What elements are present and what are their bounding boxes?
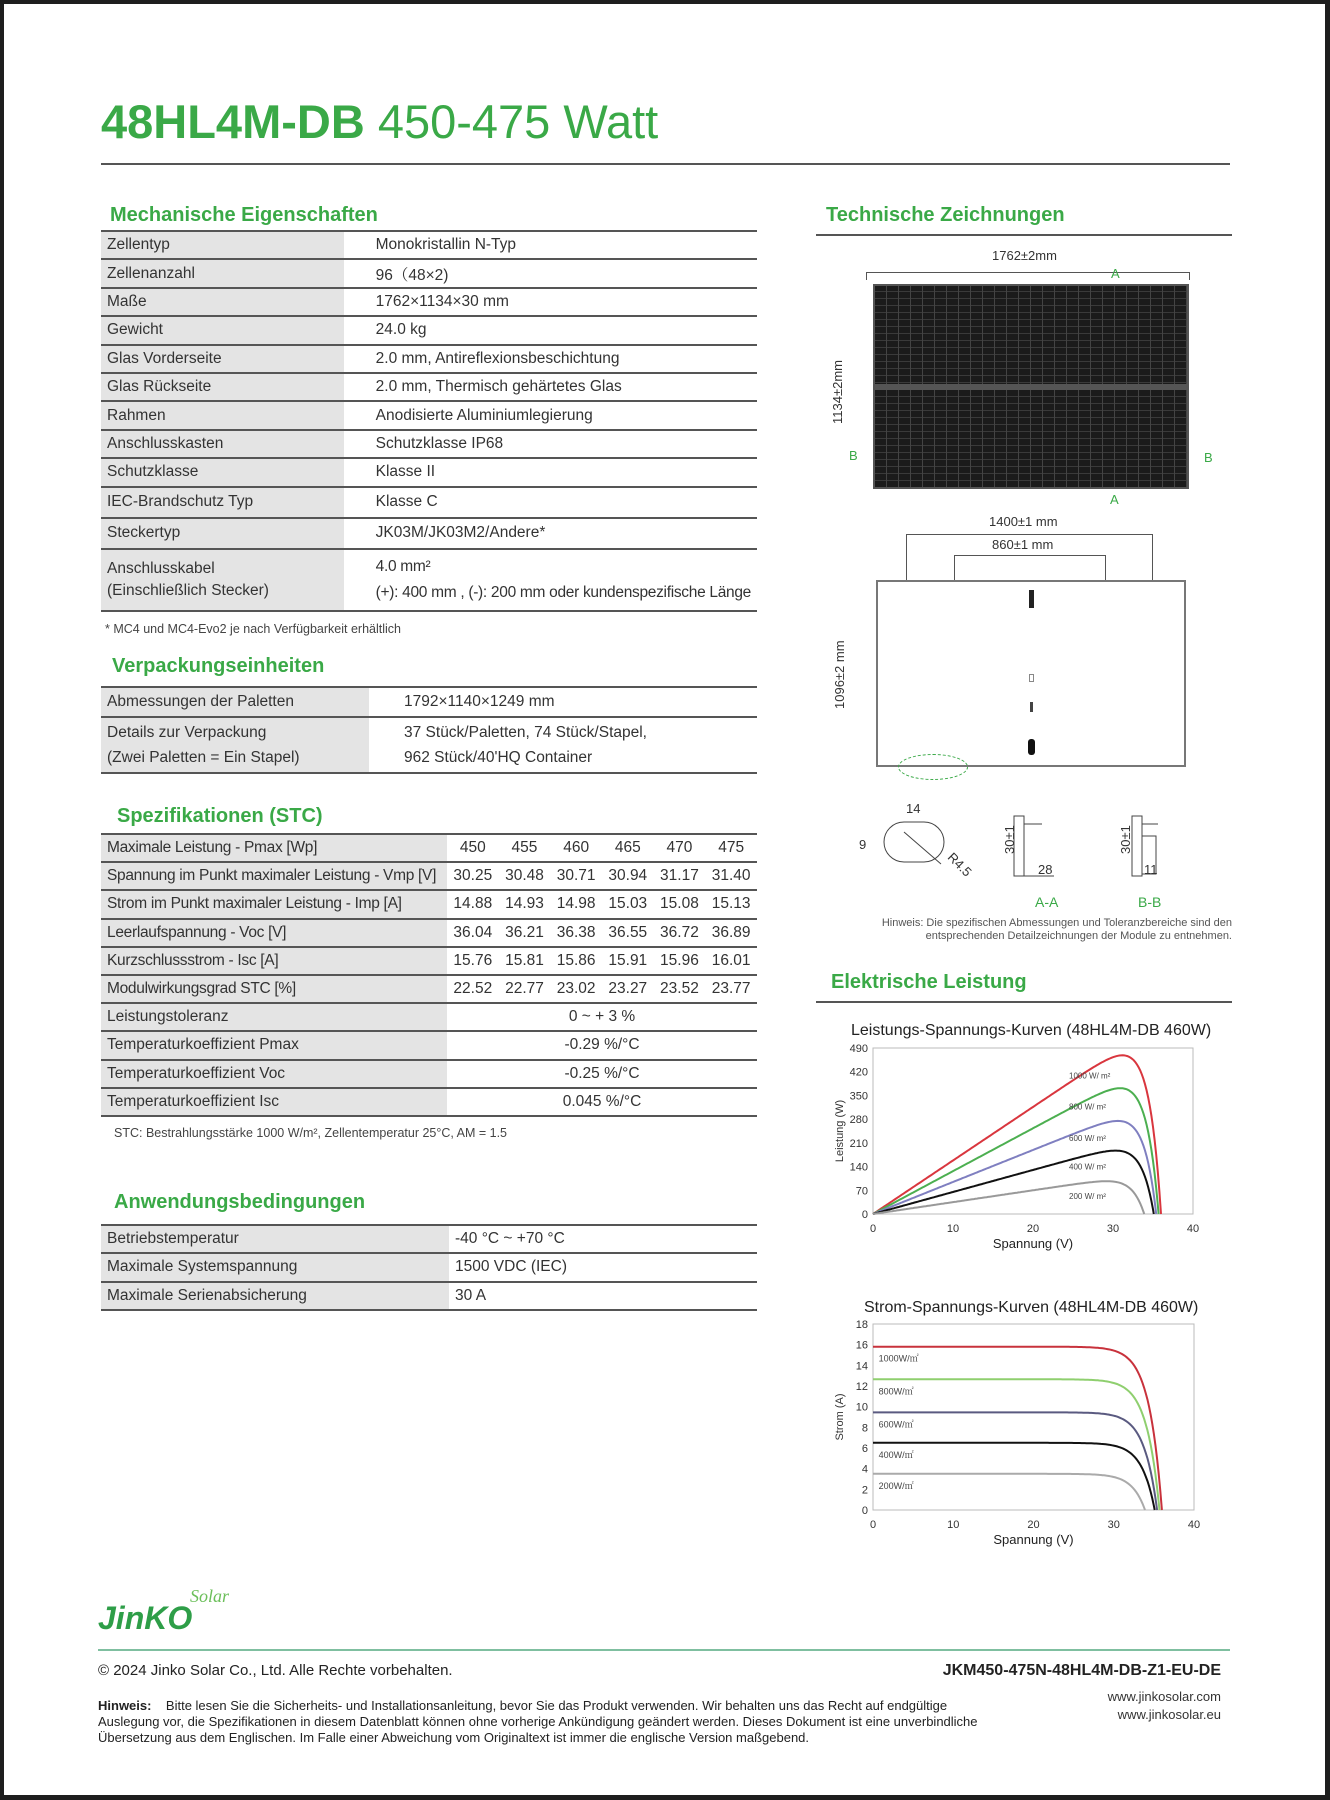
pallet-dims-label: Abmessungen der Paletten: [101, 687, 369, 717]
condition-value: 1500 VDC (IEC): [449, 1253, 757, 1281]
pv-chart: [814, 1039, 1214, 1264]
row-value: Monokristallin N-Typ: [344, 231, 757, 259]
packaging-heading: Verpackungseinheiten: [112, 655, 325, 677]
series-label: 800 W/ m²: [1069, 1102, 1106, 1112]
spec-label: Temperaturkoeffizient Isc: [101, 1088, 447, 1116]
website-eu-link[interactable]: www.jinkosolar.eu: [1117, 1707, 1221, 1722]
spec-value: 15.08: [654, 890, 706, 918]
condition-label: Betriebstemperatur: [101, 1225, 449, 1253]
iv-chart: [814, 1316, 1214, 1556]
footer-divider: [98, 1649, 1230, 1651]
y-tick-label: 14: [855, 1360, 868, 1373]
row-value: Anodisierte Aluminiumlegierung: [344, 401, 757, 429]
row-label: Maße: [101, 288, 344, 316]
row-value: 2.0 mm, Antireflexionsbeschichtung: [344, 345, 757, 373]
series-line: [873, 1379, 1160, 1510]
spec-value: 36.38: [550, 919, 602, 947]
electrical-heading: Elektrische Leistung: [831, 971, 1027, 993]
copyright: © 2024 Jinko Solar Co., Ltd. Alle Rechte vorbehalten.: [98, 1662, 453, 1679]
y-tick-label: 140: [849, 1161, 868, 1174]
logo-sub-text: Solar: [190, 1586, 230, 1606]
spec-value: 23.52: [654, 975, 706, 1003]
drawings-divider: [816, 234, 1232, 236]
y-tick-label: 420: [849, 1066, 868, 1079]
row-value: JK03M/JK03M2/Andere*: [344, 518, 757, 549]
row-label: IEC-Brandschutz Typ: [101, 487, 344, 518]
table-row: [101, 458, 757, 486]
panel-height-dim: 1134±2mm: [830, 360, 845, 424]
spec-value: 36.04: [447, 919, 499, 947]
y-tick-label: 0: [861, 1209, 868, 1221]
table-row: [101, 890, 757, 918]
spec-label: Maximale Leistung - Pmax [Wp]: [101, 834, 447, 862]
back-dim-1400: 1400±1 mm: [989, 514, 1058, 529]
spec-value: 475: [705, 834, 757, 862]
spec-value: 460: [550, 834, 602, 862]
series-label: 600 W/ m²: [1069, 1133, 1106, 1143]
series-line: [873, 1474, 1145, 1510]
bb-height-dim: 30±1: [1118, 825, 1133, 854]
table-row: [101, 975, 757, 1003]
y-tick-label: 210: [849, 1137, 868, 1150]
row-value: Schutzklasse IP68: [344, 430, 757, 458]
spec-value: 15.96: [654, 947, 706, 975]
series-label: 800W/㎡: [878, 1386, 914, 1397]
series-label: 400 W/ m²: [1069, 1162, 1106, 1172]
row-value: 1762×1134×30 mm: [344, 288, 757, 316]
hint-text: Bitte lesen Sie die Sicherheits- und Installationsanleitung, bevor Sie das Produkt verwenden. Wir behalten uns das Recht auf endgültige Auslegung vor, die Spezifikationen in diesem Datenblatt können ohne vorherige Ankündigung geändert werden. Dieses Dokument ist eine unverbindliche Übersetzung aus dem Englischen. Im Falle einer Abweichung vom Originaltext ist immer die englische Version maßgebend.: [98, 1698, 978, 1745]
iv-chart-title: Strom-Spannungs-Kurven (48HL4M-DB 460W): [864, 1299, 1199, 1316]
table-row: [101, 1088, 757, 1116]
row-label: Zellentyp: [101, 231, 344, 259]
spec-value: 30.71: [550, 862, 602, 890]
x-tick-label: 0: [869, 1223, 877, 1235]
spec-label: Temperaturkoeffizient Voc: [101, 1060, 447, 1088]
spec-label: Modulwirkungsgrad STC [%]: [101, 975, 447, 1003]
cable-value-line1: 4.0 mm²: [375, 557, 431, 575]
series-label: 1000W/㎡: [878, 1353, 919, 1364]
spec-value: 22.52: [447, 975, 499, 1003]
table-row: [101, 316, 757, 344]
spec-value: 0 ~ + 3 %: [447, 1003, 757, 1031]
y-tick-label: 350: [849, 1090, 868, 1103]
packaging-table: [101, 686, 757, 774]
mechanical-footnote: * MC4 und MC4-Evo2 je nach Verfügbarkeit erhältlich: [105, 622, 401, 636]
x-tick-label: 40: [1187, 1519, 1201, 1531]
spec-value: 36.89: [705, 919, 757, 947]
title-divider: [101, 163, 1230, 165]
pv-chart-title: Leistungs-Spannungs-Kurven (48HL4M-DB 460W): [851, 1022, 1212, 1039]
stc-note: STC: Bestrahlungsstärke 1000 W/m², Zellentemperatur 25°C, AM = 1.5: [114, 1126, 508, 1140]
row-label: Steckertyp: [101, 518, 344, 549]
table-row: [101, 259, 757, 287]
profile-details: [844, 794, 1224, 904]
spec-value: 30.94: [602, 862, 654, 890]
table-row: [101, 1225, 757, 1253]
series-label: 600W/㎡: [878, 1419, 914, 1430]
panel-width-dim: 1762±2mm: [992, 248, 1057, 263]
table-row: [101, 919, 757, 947]
series-line: [873, 1412, 1157, 1510]
spec-value: 30.25: [447, 862, 499, 890]
spec-value: 22.77: [499, 975, 551, 1003]
spec-value: 30.48: [499, 862, 551, 890]
packaging-details-value2: 962 Stück/40'HQ Container: [404, 749, 593, 766]
table-row: [101, 373, 757, 401]
panel-back-drawing: [876, 580, 1186, 767]
table-row: [101, 288, 757, 316]
spec-label: Temperaturkoeffizient Pmax: [101, 1031, 447, 1059]
y-axis-label: Leistung (W): [834, 1099, 846, 1163]
spec-value: 23.27: [602, 975, 654, 1003]
packaging-details-value1: 37 Stück/Paletten, 74 Stück/Stapel,: [404, 724, 647, 741]
table-row: [101, 549, 757, 611]
row-label: Glas Rückseite: [101, 373, 344, 401]
y-tick-label: 10: [855, 1401, 868, 1414]
panel-front-drawing: [873, 284, 1189, 489]
row-label: Gewicht: [101, 316, 344, 344]
table-row: [101, 687, 757, 717]
x-tick-label: 20: [1027, 1519, 1040, 1531]
spec-value: 31.40: [705, 862, 757, 890]
spec-value: 15.76: [447, 947, 499, 975]
section-a-top: A: [1111, 266, 1120, 281]
condition-label: Maximale Serienabsicherung: [101, 1282, 449, 1310]
y-tick-label: 280: [849, 1114, 868, 1127]
x-axis-label: Spannung (V): [993, 1532, 1074, 1547]
jinko-logo: [98, 1586, 248, 1636]
spec-value: -0.29 %/°C: [447, 1031, 757, 1059]
row-label: Schutzklasse: [101, 458, 344, 486]
row-value: 2.0 mm, Thermisch gehärtetes Glas: [344, 373, 757, 401]
electrical-divider: [816, 1001, 1232, 1003]
hole-height-dim: 9: [859, 837, 867, 852]
back-dim-860: 860±1 mm: [992, 537, 1054, 552]
condition-value: -40 °C ~ +70 °C: [449, 1225, 757, 1253]
conditions-heading: Anwendungsbedingungen: [114, 1191, 366, 1213]
table-row: [101, 1003, 757, 1031]
section-b-left: B: [849, 448, 858, 463]
x-tick-label: 10: [947, 1519, 960, 1531]
spec-value: 470: [654, 834, 706, 862]
drawings-heading: Technische Zeichnungen: [826, 204, 1065, 226]
series-label: 200W/㎡: [878, 1480, 914, 1491]
spec-label: Kurzschlussstrom - Isc [A]: [101, 947, 447, 975]
aa-height-dim: 30±1: [1002, 825, 1017, 854]
hint-label: Hinweis:: [98, 1698, 152, 1713]
series-line: [873, 1347, 1162, 1510]
table-row: [101, 345, 757, 373]
condition-label: Maximale Systemspannung: [101, 1253, 449, 1281]
spec-label: Strom im Punkt maximaler Leistung - Imp [A]: [101, 890, 447, 918]
table-row: [101, 1031, 757, 1059]
hole-radius-dim: R4.5: [944, 849, 975, 880]
y-tick-label: 0: [861, 1505, 868, 1517]
table-row: [101, 231, 757, 259]
cable-label-line2: (Einschließlich Stecker): [107, 581, 269, 599]
section-aa-label: A-A: [1035, 894, 1059, 910]
x-tick-label: 30: [1107, 1519, 1120, 1531]
model-name: 48HL4M-DB: [101, 95, 365, 148]
pallet-dims-value: 1792×1140×1249 mm: [369, 687, 757, 717]
back-height-dim: 1096±2 mm: [832, 640, 847, 709]
conditions-table: [101, 1224, 757, 1311]
row-label: Anschlusskasten: [101, 430, 344, 458]
dim-line-860: [954, 555, 1106, 581]
cable-label-line1: Anschlusskabel: [107, 559, 215, 577]
table-row: [101, 862, 757, 890]
power-range: 450-475 Watt: [377, 95, 659, 148]
spec-value: -0.25 %/°C: [447, 1060, 757, 1088]
y-tick-label: 16: [855, 1339, 868, 1352]
series-label: 200 W/ m²: [1069, 1192, 1106, 1202]
footer-hint: [98, 1698, 998, 1746]
row-label: Zellenanzahl: [101, 259, 344, 287]
condition-value: 30 A: [449, 1282, 757, 1310]
spec-label: Spannung im Punkt maximaler Leistung - Vmp [V]: [101, 862, 447, 890]
spec-value: 450: [447, 834, 499, 862]
x-tick-label: 30: [1106, 1223, 1120, 1235]
row-value: 96（48×2): [344, 259, 757, 287]
y-tick-label: 18: [855, 1319, 868, 1331]
table-row: [101, 1253, 757, 1281]
table-row: [101, 430, 757, 458]
x-axis-label: Spannung (V): [992, 1236, 1074, 1251]
spec-value: 0.045 %/°C: [447, 1088, 757, 1116]
specs-heading: Spezifikationen (STC): [117, 805, 323, 827]
y-tick-label: 6: [861, 1443, 868, 1455]
cable-value: [344, 549, 757, 611]
spec-value: 15.81: [499, 947, 551, 975]
spec-value: 465: [602, 834, 654, 862]
y-tick-label: 4: [861, 1463, 868, 1476]
spec-value: 15.91: [602, 947, 654, 975]
spec-label: Leerlaufspannung - Voc [V]: [101, 919, 447, 947]
table-row: [101, 1282, 757, 1310]
table-row: [101, 1060, 757, 1088]
spec-value: 36.21: [499, 919, 551, 947]
spec-value: 15.03: [602, 890, 654, 918]
datasheet-page: [4, 4, 1325, 1795]
drawing-hint-line2: entsprechenden Detailzeichnungen der Module zu entnehmen.: [925, 930, 1232, 942]
y-tick-label: 12: [855, 1381, 868, 1393]
drawing-hint: [832, 917, 1232, 943]
series-line: [873, 1121, 1156, 1214]
section-b-right: B: [1204, 450, 1213, 465]
mounting-hole-shape: [884, 822, 944, 862]
aa-width-dim: 28: [1038, 862, 1053, 877]
row-value: Klasse II: [344, 458, 757, 486]
mechanical-table: [101, 230, 757, 612]
width-dim-line: [866, 272, 1190, 280]
spec-value: 14.88: [447, 890, 499, 918]
spec-value: 15.86: [550, 947, 602, 975]
spec-value: 23.02: [550, 975, 602, 1003]
y-axis-label: Strom (A): [834, 1393, 846, 1441]
x-tick-label: 20: [1026, 1223, 1040, 1235]
table-row: [101, 401, 757, 429]
row-value: Klasse C: [344, 487, 757, 518]
cable-value-line2: (+): 400 mm , (-): 200 mm oder kundenspezifische Länge: [375, 583, 751, 601]
series-label: 400W/㎡: [878, 1449, 914, 1460]
y-tick-label: 490: [849, 1043, 868, 1055]
plot-area: [873, 1324, 1194, 1510]
packaging-details-sublabel: (Zwei Paletten = Ein Stapel): [107, 749, 300, 766]
hole-width-dim: 14: [906, 801, 921, 816]
drawing-hint-line1: Hinweis: Die spezifischen Abmessungen und Toleranzbereiche sind den: [881, 917, 1232, 929]
row-label: Glas Vorderseite: [101, 345, 344, 373]
website-com-link[interactable]: www.jinkosolar.com: [1107, 1689, 1221, 1704]
spec-value: 14.98: [550, 890, 602, 918]
spec-value: 31.17: [654, 862, 706, 890]
spec-label: Leistungstoleranz: [101, 1003, 447, 1031]
spec-value: 23.77: [705, 975, 757, 1003]
spec-value: 455: [499, 834, 551, 862]
specs-table: [101, 833, 757, 1117]
section-bb-label: B-B: [1138, 894, 1162, 910]
spec-value: 36.72: [654, 919, 706, 947]
x-tick-label: 0: [869, 1519, 877, 1531]
row-value: 24.0 kg: [344, 316, 757, 344]
series-label: 1000 W/ m²: [1069, 1071, 1111, 1081]
row-label: Rahmen: [101, 401, 344, 429]
table-row: [101, 834, 757, 862]
section-a-bottom: A: [1110, 492, 1119, 507]
spec-value: 15.13: [705, 890, 757, 918]
table-row: [101, 947, 757, 975]
logo-main-text: JinKO: [98, 1600, 193, 1636]
table-row: [101, 717, 757, 773]
mechanical-heading: Mechanische Eigenschaften: [110, 204, 378, 226]
table-row: [101, 518, 757, 549]
spec-value: 14.93: [499, 890, 551, 918]
document-code: JKM450-475N-48HL4M-DB-Z1-EU-DE: [942, 1662, 1221, 1679]
bb-width-dim: 11: [1144, 862, 1158, 877]
cable-label: [101, 549, 344, 611]
spec-value: 16.01: [705, 947, 757, 975]
x-tick-label: 10: [946, 1223, 960, 1235]
x-tick-label: 40: [1186, 1223, 1200, 1235]
y-tick-label: 8: [861, 1422, 868, 1435]
spec-value: 36.55: [602, 919, 654, 947]
y-tick-label: 70: [855, 1185, 868, 1198]
footer-websites: [1108, 1688, 1221, 1724]
packaging-details-label: Details zur Verpackung: [107, 724, 267, 741]
table-row: [101, 487, 757, 518]
page-title: [101, 94, 658, 149]
y-tick-label: 2: [861, 1484, 868, 1497]
